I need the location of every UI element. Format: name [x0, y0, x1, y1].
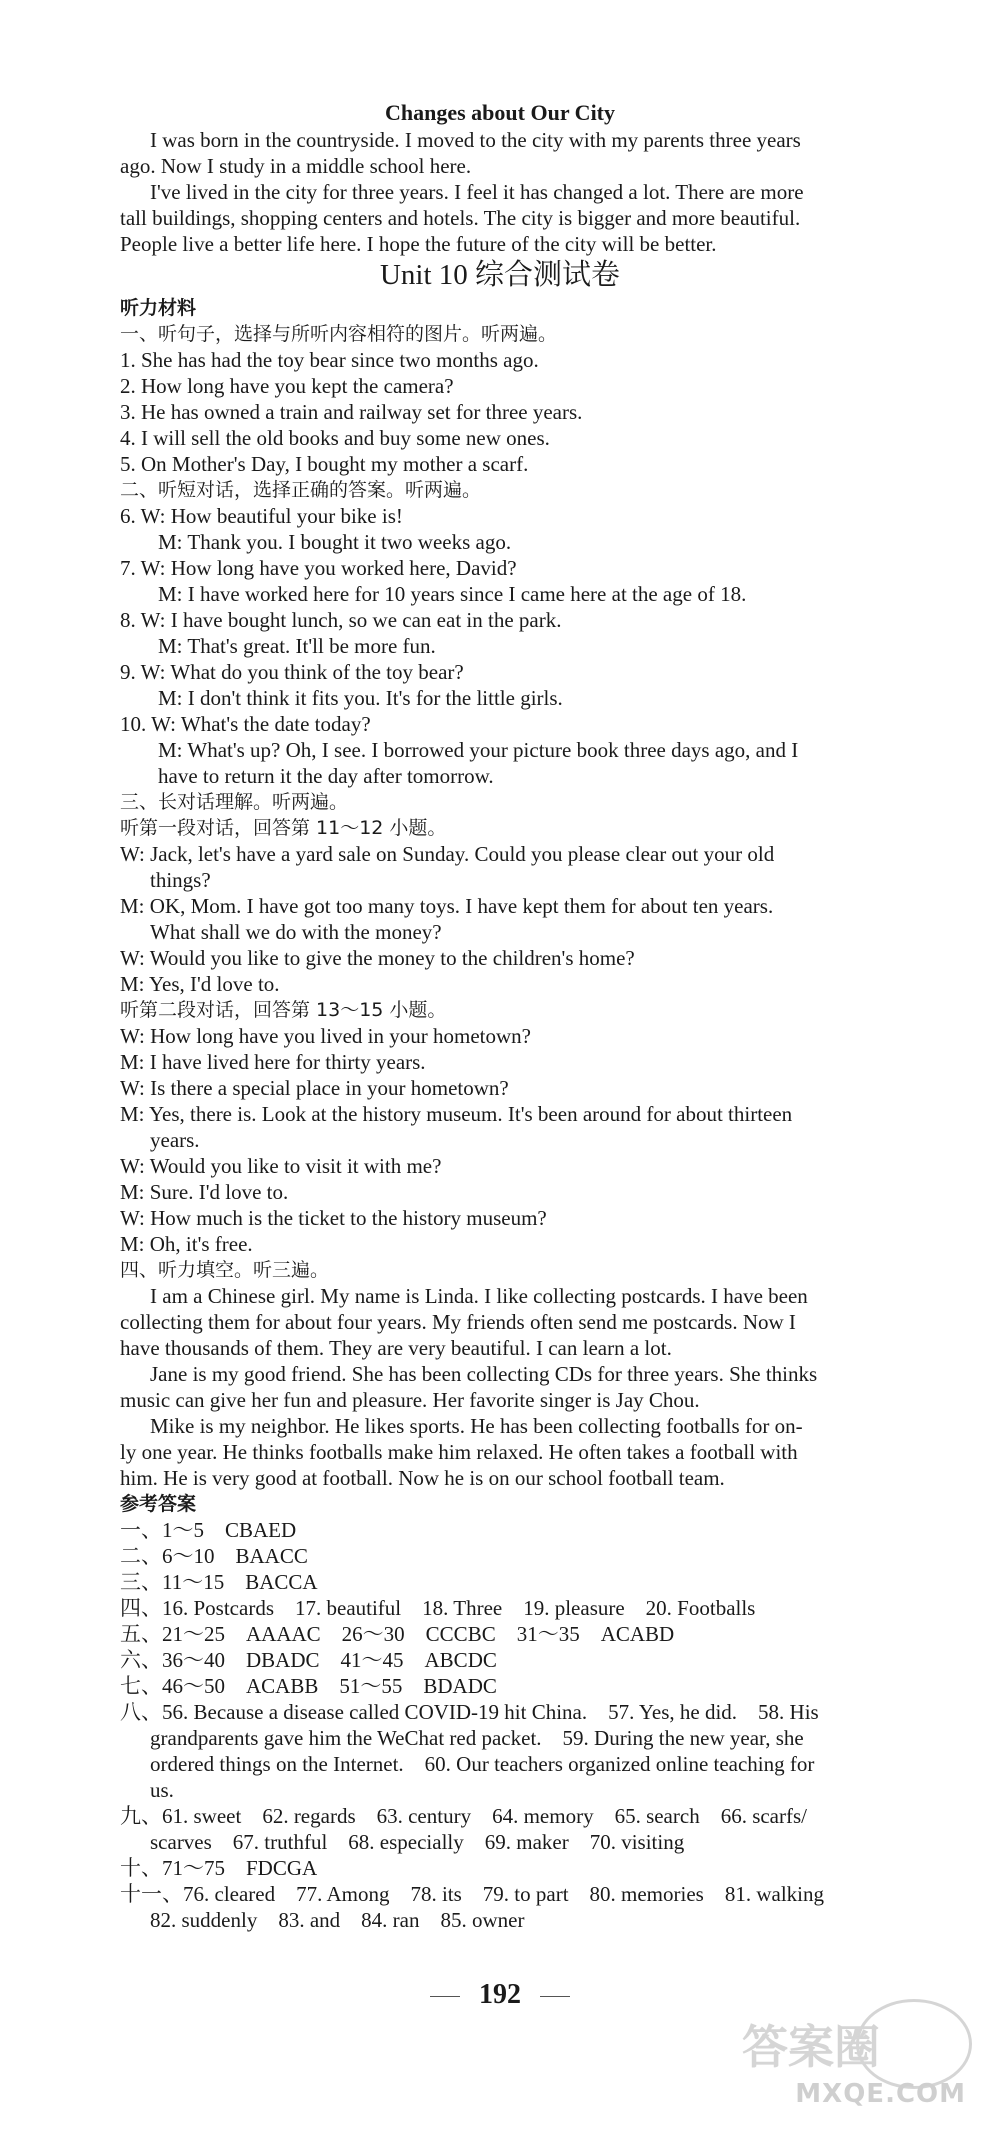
answers-heading: 参考答案	[120, 1493, 197, 1515]
answer-line: 一、1～5 CBAED	[120, 1518, 297, 1542]
passage-line: I am a Chinese girl. My name is Linda. I like collecting postcards. I have been	[150, 1284, 808, 1308]
listening-line: 9. W: What do you think of the toy bear?	[120, 660, 464, 684]
listening-line: 1. She has had the toy bear since two months ago.	[120, 348, 539, 372]
passage-line: Mike is my neighbor. He likes sports. He has been collecting footballs for on-	[150, 1414, 803, 1438]
listening-line: M: What's up? Oh, I see. I borrowed your picture book three days ago, and I	[158, 738, 799, 762]
dialog-line: things?	[150, 868, 211, 892]
part3-sub-heading: 听第一段对话，回答第 11～12 小题。	[120, 817, 447, 839]
dialog-line: M: Yes, I'd love to.	[120, 972, 280, 996]
dialog-line: W: Would you like to visit it with me?	[120, 1154, 442, 1178]
watermark-text: MXQE.COM	[795, 2079, 966, 2109]
passage-line: Jane is my good friend. She has been collecting CDs for three years. She thinks	[150, 1362, 818, 1386]
passage-line: collecting them for about four years. My friends often send me postcards. Now I	[120, 1310, 796, 1334]
dialog-line: M: Yes, there is. Look at the history museum. It's been around for about thirteen	[120, 1102, 793, 1126]
listening-line: 7. W: How long have you worked here, David?	[120, 556, 517, 580]
listening-line: 8. W: I have bought lunch, so we can eat in the park.	[120, 608, 562, 632]
passage-line: ly one year. He thinks footballs make him relaxed. He often takes a football with	[120, 1440, 798, 1464]
listening-line: have to return it the day after tomorrow.	[158, 764, 494, 788]
listening-line: 10. W: What's the date today?	[120, 712, 371, 736]
listening-heading: 听力材料	[120, 297, 197, 319]
answer-line: 十、71～75 FDCGA	[120, 1856, 318, 1880]
answer-line: 82. suddenly 83. and 84. ran 85. owner	[150, 1908, 525, 1932]
essay-line: tall buildings, shopping centers and hotels. The city is bigger and more beautiful.	[120, 206, 801, 230]
listening-line: M: That's great. It'll be more fun.	[158, 634, 436, 658]
part3-sub-heading: 听第二段对话，回答第 13～15 小题。	[120, 999, 447, 1021]
passage-line: music can give her fun and pleasure. Her favorite singer is Jay Chou.	[120, 1388, 700, 1412]
dialog-line: W: Jack, let's have a yard sale on Sunday. Could you please clear out your old	[120, 842, 775, 866]
dialog-line: W: Is there a special place in your hometown?	[120, 1076, 509, 1100]
part4-heading: 四、听力填空。听三遍。	[120, 1259, 330, 1281]
unit-title: Unit 10 综合测试卷	[379, 259, 621, 291]
listening-line: M: I have worked here for 10 years since I came here at the age of 18.	[158, 582, 747, 606]
answer-line: 二、6～10 BAACC	[120, 1544, 308, 1568]
answer-line: grandparents gave him the WeChat red packet. 59. During the new year, she	[150, 1726, 804, 1750]
page-number-dash-right	[540, 1996, 570, 1997]
dialog-line: M: Sure. I'd love to.	[120, 1180, 289, 1204]
passage-line: have thousands of them. They are very beautiful. I can learn a lot.	[120, 1336, 672, 1360]
listening-line: M: Thank you. I bought it two weeks ago.	[158, 530, 512, 554]
dialog-line: W: How long have you lived in your hometown?	[120, 1024, 531, 1048]
part3-heading: 三、长对话理解。听两遍。	[120, 791, 349, 813]
dialog-line: What shall we do with the money?	[150, 920, 442, 944]
listening-line: 5. On Mother's Day, I bought my mother a scarf.	[120, 452, 529, 476]
part2-heading: 二、听短对话，选择正确的答案。听两遍。	[120, 479, 482, 501]
listening-line: 4. I will sell the old books and buy some new ones.	[120, 426, 550, 450]
part1-heading: 一、听句子，选择与所听内容相符的图片。听两遍。	[120, 323, 558, 345]
essay-line: I was born in the countryside. I moved to the city with my parents three years	[150, 128, 801, 152]
answer-line: 三、11～15 BACCA	[120, 1570, 318, 1594]
listening-line: 3. He has owned a train and railway set for three years.	[120, 400, 583, 424]
answer-line: 八、56. Because a disease called COVID-19 hit China. 57. Yes, he did. 58. His	[120, 1700, 819, 1724]
essay-line: ago. Now I study in a middle school here.	[120, 154, 472, 178]
dialog-line: M: I have lived here for thirty years.	[120, 1050, 426, 1074]
answer-line: 十一、76. cleared 77. Among 78. its 79. to part 80. memories 81. walking	[120, 1882, 824, 1906]
passage-line: him. He is very good at football. Now he is on our school football team.	[120, 1466, 725, 1490]
dialog-line: W: Would you like to give the money to the children's home?	[120, 946, 635, 970]
answer-line: 五、21～25 AAAAC 26～30 CCCBC 31～35 ACABD	[120, 1622, 675, 1646]
watermark-chinese-text: 答案圈	[742, 2020, 880, 2074]
dialog-line: years.	[150, 1128, 200, 1152]
listening-line: 2. How long have you kept the camera?	[120, 374, 454, 398]
answer-line: 七、46～50 ACABB 51～55 BDADC	[120, 1674, 497, 1698]
essay-line: People live a better life here. I hope the future of the city will be better.	[120, 232, 717, 256]
answer-line: scarves 67. truthful 68. especially 69. maker 70. visiting	[150, 1830, 685, 1854]
listening-line: M: I don't think it fits you. It's for the little girls.	[158, 686, 563, 710]
dialog-line: M: OK, Mom. I have got too many toys. I have kept them for about ten years.	[120, 894, 774, 918]
listening-line: 6. W: How beautiful your bike is!	[120, 504, 403, 528]
essay-line: I've lived in the city for three years. I feel it has changed a lot. There are more	[150, 180, 804, 204]
watermark-logo	[742, 1999, 972, 2109]
answer-line: us.	[150, 1778, 174, 1802]
answer-line: 四、16. Postcards 17. beautiful 18. Three 19. pleasure 20. Footballs	[120, 1596, 756, 1620]
essay-title: Changes about Our City	[384, 100, 616, 125]
answer-line: 六、36～40 DBADC 41～45 ABCDC	[120, 1648, 497, 1672]
answer-line: ordered things on the Internet. 60. Our teachers organized online teaching for	[150, 1752, 815, 1776]
dialog-line: W: How much is the ticket to the history museum?	[120, 1206, 547, 1230]
answer-line: 九、61. sweet 62. regards 63. century 64. memory 65. search 66. scarfs/	[120, 1804, 808, 1828]
dialog-line: M: Oh, it's free.	[120, 1232, 253, 1256]
page-number: 192	[479, 1979, 521, 2010]
